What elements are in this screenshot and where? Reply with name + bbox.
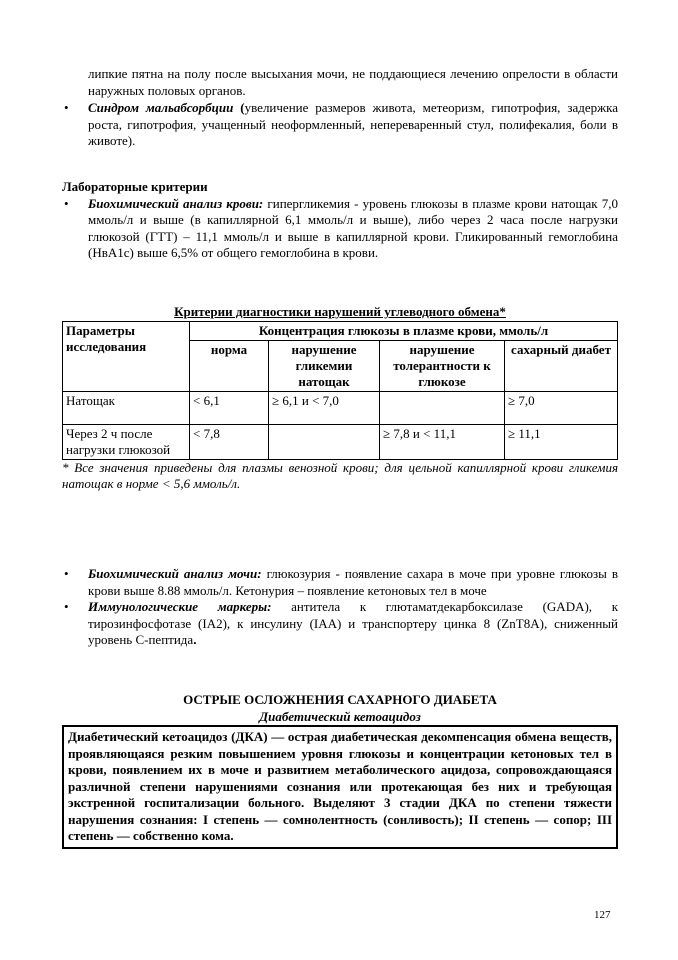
complications-section (62, 692, 618, 849)
markers-list (62, 566, 618, 649)
table-footnote: * Все значения приведены для плазмы венозной крови; для цельной капиллярной крови гликемия натощак в норме < 5,6 ммоль/л. (62, 459, 618, 491)
column-header: нарушение гликемии натощак (269, 340, 380, 391)
blood-analysis-title: Биохимический анализ крови: (88, 195, 264, 211)
urine-analysis-text: глюкозурия - появление сахара в моче при уровне глюкозы в крови выше 8.88 ммоль/л. Кетонурия – появление кетоновых тел в моче (88, 566, 618, 598)
immuno-markers-text: антитела к глютаматдекарбоксилазе (GADA), к тирозинфосфотазе (IA2), к инсулину (IAA) и транспортеру цинка 8 (ZnT8A), сниженный уровень С-пептида (88, 599, 619, 647)
page-number: 127 (594, 909, 611, 921)
table-cell: ≥ 7,8 и < 11,1 (380, 424, 505, 459)
table-cell: ≥ 6,1 и < 7,0 (269, 391, 380, 424)
concentration-header: Концентрация глюкозы в плазме крови, ммоль/л (190, 321, 618, 340)
list-item (62, 599, 618, 649)
immuno-end: . (193, 632, 197, 647)
immuno-markers-title: Иммунологические маркеры: (88, 599, 272, 614)
bullet-icon: • (64, 195, 69, 211)
urine-analysis-title: Биохимический анализ мочи: (88, 566, 262, 581)
paren-open: ( (233, 100, 245, 115)
column-header: норма (190, 340, 269, 391)
table-caption: Критерии диагностики нарушений углеводного обмена* (174, 304, 506, 319)
table-cell: ≥ 11,1 (505, 424, 618, 459)
column-header: нарушение толерантности к глюкозе (380, 340, 505, 391)
table-row (63, 424, 618, 459)
table-cell: ≥ 7,0 (505, 391, 618, 424)
blood-analysis-text: гипергликемия - уровень глюкозы в плазме крови натощак 7,0 ммоль/л и выше (в капиллярной 6,1 ммоль/л и выше), либо через 2 часа после нагрузки глюкозой (ГТТ) – 11,1 ммоль/л и выше в капиллярной крови. Гликированный гемоглобина (НвА1с) выше 6,5% от общего гемоглобина в крови. (88, 195, 618, 260)
bullet-icon: • (64, 566, 69, 581)
section-subtitle: Диабетический кетоацидоз (259, 708, 421, 724)
list-item (62, 100, 618, 150)
intro-text: липкие пятна на полу после высыхания мочи, не поддающиеся лечению опрелости в области наружных половых органов. (88, 66, 618, 98)
malabsorption-item (62, 100, 618, 150)
criteria-table (62, 321, 618, 460)
row-label: Через 2 ч после нагрузки глюкозой (63, 424, 190, 459)
table-cell: < 7,8 (190, 424, 269, 459)
row-label: Натощак (63, 391, 190, 424)
criteria-table-section (62, 304, 618, 493)
table-cell (380, 391, 505, 424)
bullet-icon: • (64, 599, 69, 614)
column-header: сахарный диабет (505, 340, 618, 391)
lab-criteria-section (62, 179, 618, 262)
lab-criteria-heading: Лабораторные критерии (62, 179, 208, 194)
intro-paragraph (62, 66, 618, 99)
param-header: Параметры исследования (63, 321, 190, 391)
definition-box: Диабетический кетоацидоз (ДКА) — острая диабетическая декомпенсация обмена веществ, проявляющаяся резким повышением уровня глюкозы и концентрации кетоновых тел в крови, появлением их в моче и развитием метаболического ацидоза, сопровождающаяся различной степени нарушениями сознания или протекающая без них и требующая экстренной госпитализации больного. Выделяют 3 стадии ДКА по степени тяжести нарушения сознания: I степень — сомнолентность (сонливость); II степень — сопор; III степень — собственно кома. (62, 725, 618, 849)
malabsorption-text: увеличение размеров живота, метеоризм, гипотрофия, задержка роста, гипотрофия, учащенный неоформленный, непереваренный стул, полифекалия, боли в животе). (88, 100, 618, 148)
table-row (63, 391, 618, 424)
bullet-icon: • (64, 100, 69, 115)
section-title: ОСТРЫЕ ОСЛОЖНЕНИЯ САХАРНОГО ДИАБЕТА (183, 692, 497, 707)
table-header-row (63, 321, 618, 340)
table-cell (269, 424, 380, 459)
table-cell: < 6,1 (190, 391, 269, 424)
list-item (62, 196, 618, 262)
malabsorption-title: Синдром мальабсорбции (88, 100, 234, 115)
list-item (62, 566, 618, 599)
